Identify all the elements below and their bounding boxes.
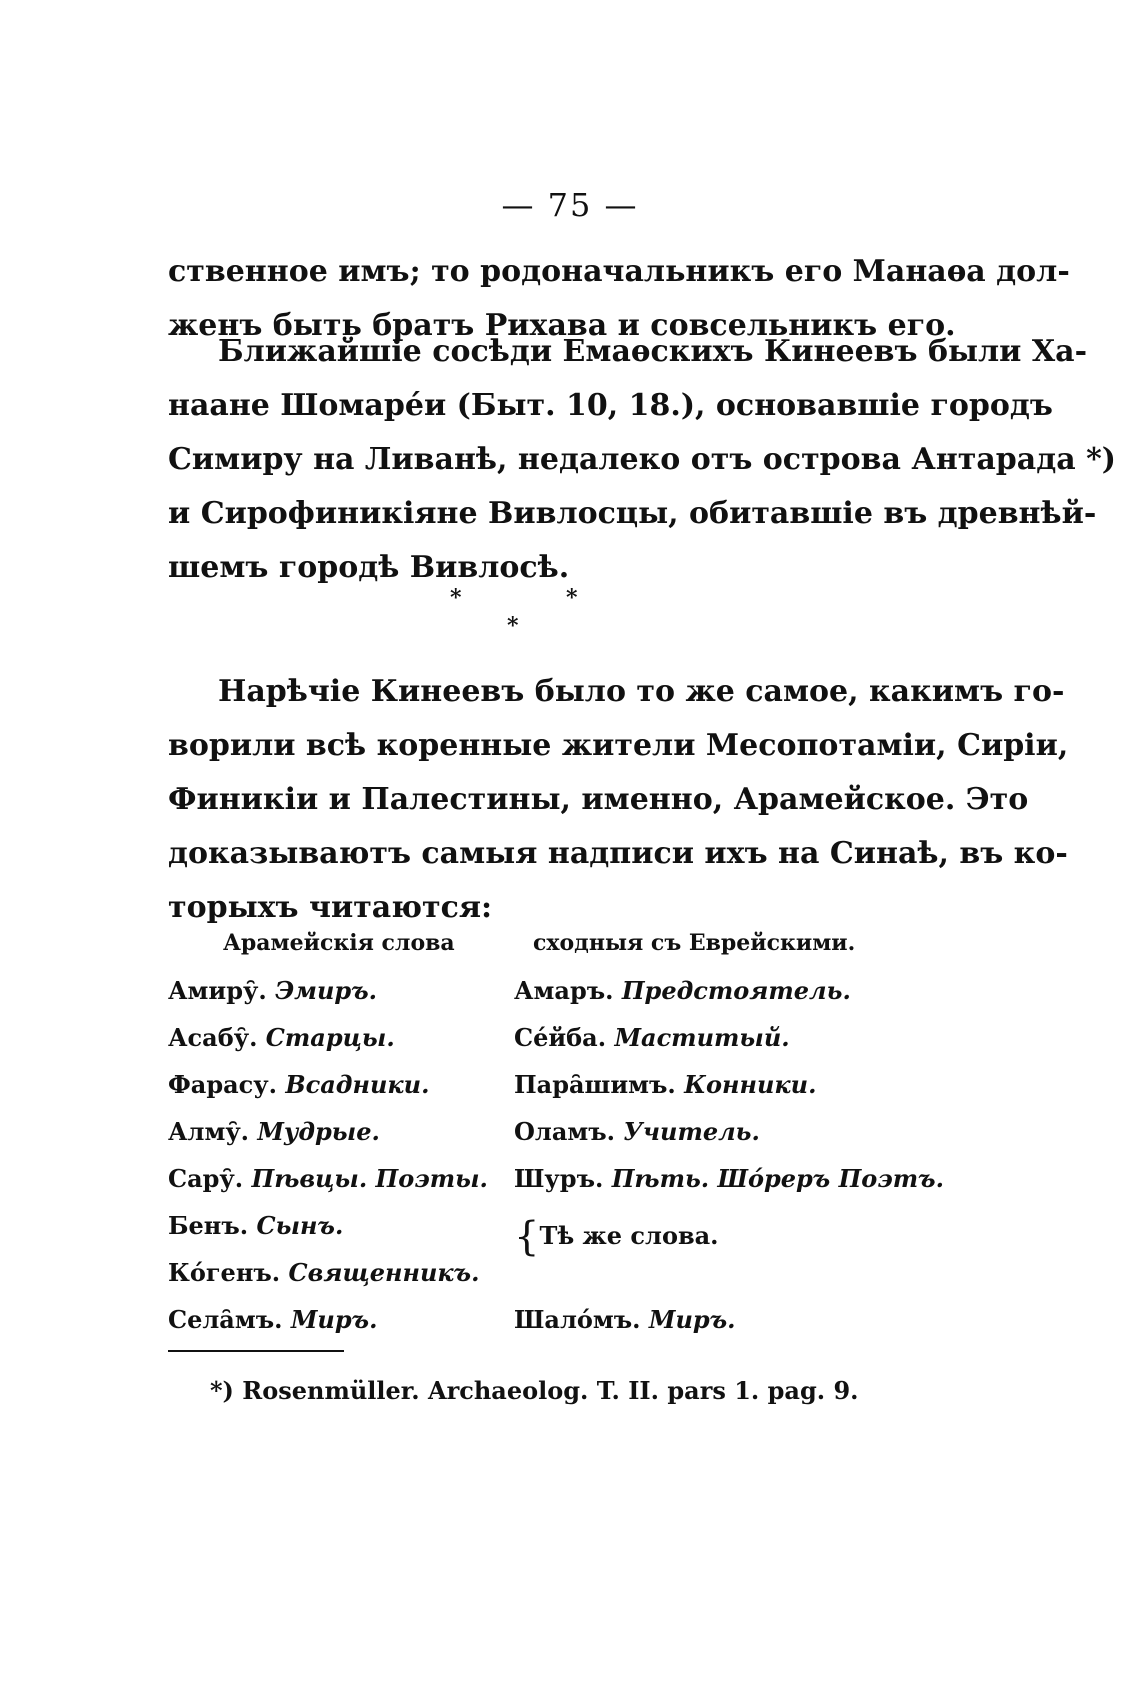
text-line: Финикіи и Палестины, именно, Арамейское. Это bbox=[168, 782, 1029, 817]
aramaic-word: Амиру̑. bbox=[168, 976, 267, 1005]
hebrew-word: Оламъ. bbox=[514, 1117, 615, 1146]
paragraph-3 bbox=[168, 665, 1069, 935]
text-line: женъ быть братъ Рихава и совсельникъ его. bbox=[168, 308, 956, 343]
text-line: Нарѣчіе Кинеевъ было то же самое, какимъ го- bbox=[218, 674, 1065, 709]
text-line: Ближайшіе сосѣди Емаѳскихъ Кинеевъ были Ха- bbox=[218, 334, 1088, 369]
aramaic-gloss: Старцы. bbox=[265, 1023, 395, 1052]
star: * bbox=[507, 613, 519, 639]
header-hebrew: сходныя съ Еврейскими. bbox=[533, 930, 856, 956]
hebrew-word: Шалóмъ. bbox=[514, 1305, 641, 1334]
text-line: доказываютъ самыя надписи ихъ на Синаѣ, въ ко- bbox=[168, 836, 1068, 871]
aramaic-gloss: Священникъ. bbox=[288, 1258, 480, 1287]
text-line: Симиру на Ливанѣ, недалеко отъ острова Антарада *) bbox=[168, 442, 1116, 477]
aramaic-gloss: Сынъ. bbox=[256, 1211, 344, 1240]
table-header-row bbox=[168, 920, 868, 967]
star: * bbox=[566, 585, 578, 611]
aramaic-word: Бенъ. bbox=[168, 1211, 249, 1240]
aramaic-word: Фарасу. bbox=[168, 1070, 277, 1099]
table-row bbox=[168, 1296, 868, 1343]
text-line: торыхъ читаются: bbox=[168, 890, 493, 925]
table-row bbox=[168, 1202, 868, 1260]
aramaic-word: Кóгенъ. bbox=[168, 1258, 281, 1287]
text-line: шемъ городѣ Вивлосѣ. bbox=[168, 550, 570, 585]
aramaic-gloss: Пѣвцы. Поэты. bbox=[251, 1164, 488, 1193]
text-line: и Сирофиникіяне Вивлосцы, обитавшіе въ древнѣй- bbox=[168, 496, 1097, 531]
table-row bbox=[168, 1108, 868, 1155]
aramaic-word: Сару̑. bbox=[168, 1164, 244, 1193]
table-row bbox=[168, 967, 868, 1014]
table-row bbox=[168, 1249, 868, 1296]
word-comparison-table bbox=[168, 920, 944, 1343]
aramaic-word: Алму̑. bbox=[168, 1117, 250, 1146]
page-number: — 75 — bbox=[501, 186, 639, 224]
text-line: ворили всѣ коренные жители Месопотаміи, Сиріи, bbox=[168, 728, 1069, 763]
text-line: нaане Шомарéи (Быт. 10, 18.), основавшіе городъ bbox=[168, 388, 1053, 423]
header-aramaic: Арамейскія слова bbox=[223, 930, 455, 956]
hebrew-gloss: Маститый. bbox=[614, 1023, 790, 1052]
hebrew-gloss: Пѣть. Шóреръ Поэтъ. bbox=[611, 1164, 944, 1193]
hebrew-gloss: Предстоятель. bbox=[621, 976, 851, 1005]
table-row bbox=[168, 1061, 868, 1108]
footnote-rule bbox=[168, 1350, 344, 1352]
aramaic-gloss: Мудрые. bbox=[257, 1117, 380, 1146]
table-row bbox=[168, 1014, 868, 1061]
same-words-label: Тѣ же слова. bbox=[539, 1221, 719, 1250]
hebrew-word: Шуръ. bbox=[514, 1164, 604, 1193]
curly-brace-icon: { bbox=[514, 1214, 540, 1260]
hebrew-word: Сéйба. bbox=[514, 1023, 607, 1052]
hebrew-word: Пара̑шимъ. bbox=[514, 1070, 676, 1099]
hebrew-gloss: Миръ. bbox=[648, 1305, 736, 1334]
hebrew-gloss: Учитель. bbox=[623, 1117, 760, 1146]
table-row bbox=[168, 1155, 944, 1202]
star: * bbox=[450, 585, 462, 611]
footnote: *) Rosenmüller. Archaeolog. T. II. pars 1. pag. 9. bbox=[210, 1376, 859, 1405]
aramaic-gloss: Всадники. bbox=[285, 1070, 430, 1099]
aramaic-word: Асабу̑. bbox=[168, 1023, 258, 1052]
aramaic-word: Села̑мъ. bbox=[168, 1305, 283, 1334]
section-divider-stars bbox=[0, 585, 1140, 645]
hebrew-word: Амаръ. bbox=[514, 976, 614, 1005]
hebrew-gloss: Конники. bbox=[684, 1070, 817, 1099]
aramaic-gloss: Миръ. bbox=[290, 1305, 378, 1334]
text-line: ственное имъ; то родоначальникъ его Манаѳа дол- bbox=[168, 254, 1070, 289]
aramaic-gloss: Эмиръ. bbox=[275, 976, 378, 1005]
